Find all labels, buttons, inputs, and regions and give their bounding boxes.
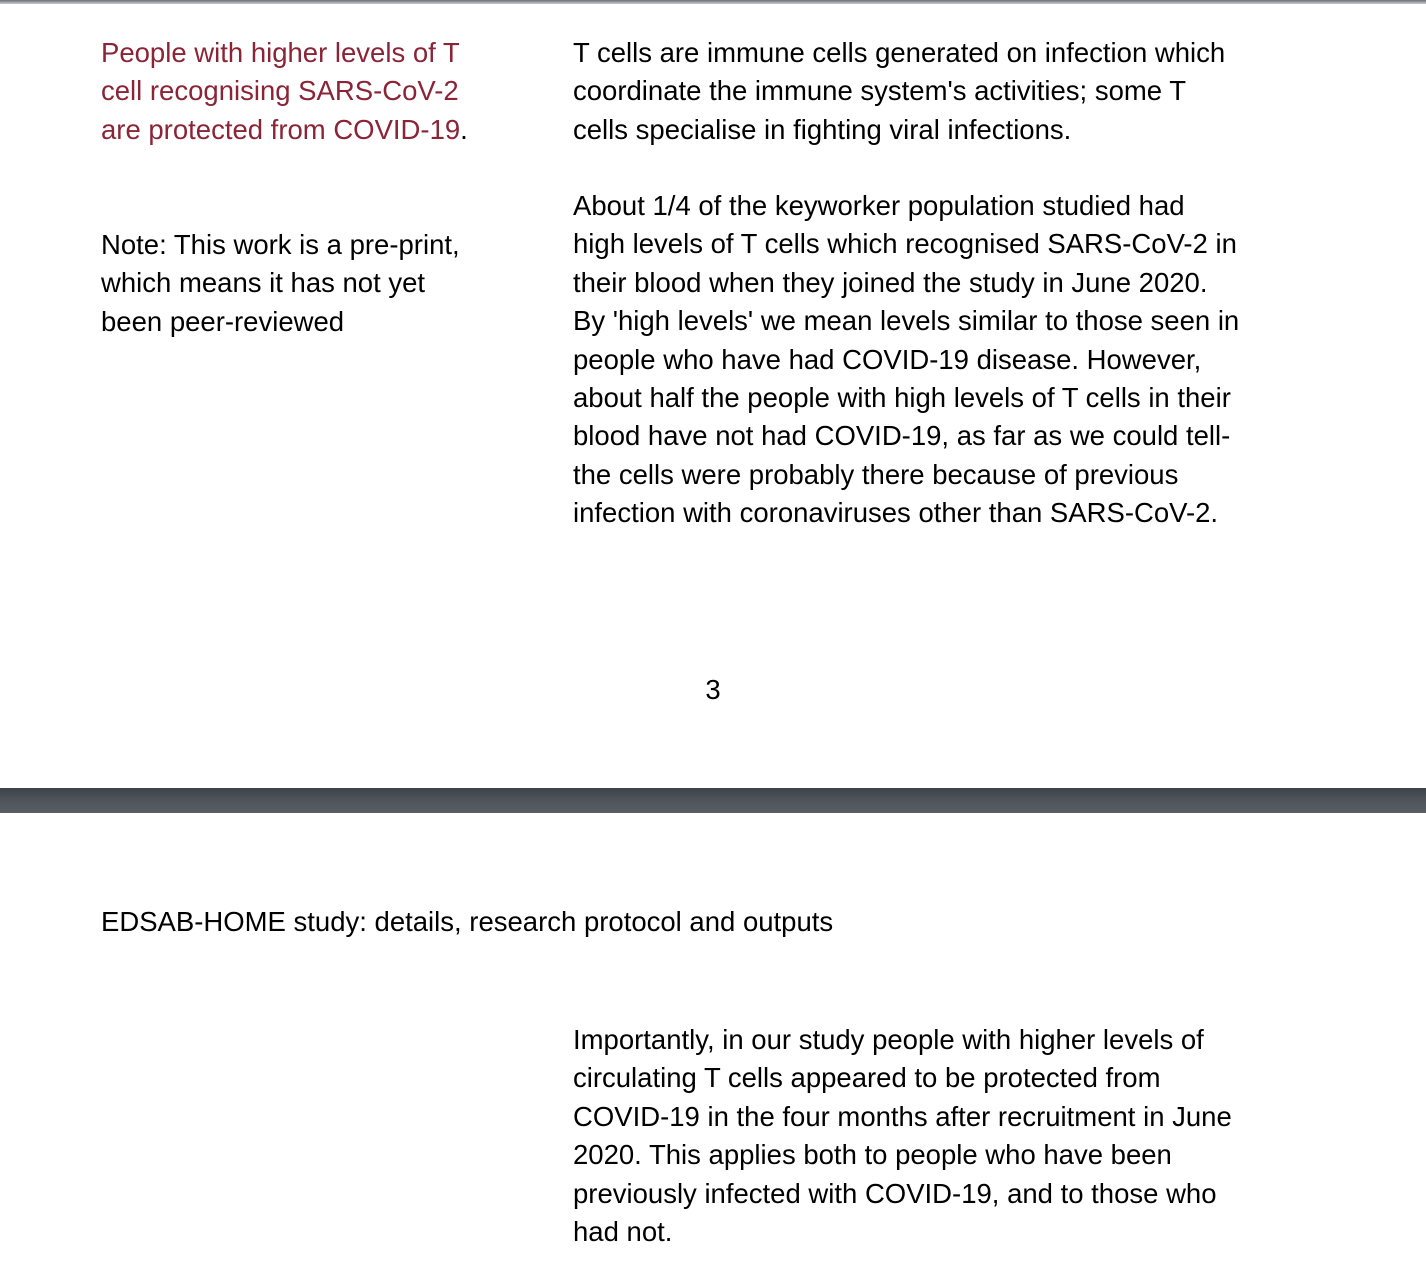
keyworker-findings: About 1/4 of the keyworker population studied had high levels of T cells which recognised SARS-CoV-2 in their blood when they joined the study in June 2020. By 'high levels' we mean levels similar to those seen in people who have had COVID-19 disease. However, about half the people with high levels of T cells in their blood have not had COVID-19, as far as we could tell- the cells were probably there because of previous infection with coronaviruses other than SARS-CoV-2. <box>573 190 1240 529</box>
right-column-paragraph-2 <box>573 187 1243 533</box>
page-header: EDSAB-HOME study: details, research protocol and outputs <box>101 906 834 937</box>
t-cells-definition: T cells are immune cells generated on infection which coordinate the immune system's activities; some T cells specialise in fighting viral infections. <box>573 37 1226 145</box>
highlight-period: . <box>460 113 468 145</box>
protection-findings: Importantly, in our study people with higher levels of circulating T cells appeared to be protected from COVID-19 in the four months after recruitment in June 2020. This applies both to people who have been previously infected with COVID-19, and to those who had not. <box>573 1024 1232 1248</box>
page-3 <box>0 4 1426 788</box>
highlight-statement <box>101 34 471 149</box>
page-separator <box>0 788 1426 813</box>
highlight-text: People with higher levels of T cell recognising SARS-CoV-2 are protected from COVID-19 <box>101 37 461 145</box>
right-column-paragraph-1 <box>573 34 1243 149</box>
page-number: 3 <box>705 674 721 705</box>
page-4 <box>0 813 1426 1274</box>
preprint-note: Note: This work is a pre-print, which means it has not yet been peer-reviewed <box>101 229 460 337</box>
left-column <box>101 34 471 149</box>
note-block <box>101 226 471 341</box>
right-column-paragraph-protection <box>573 1021 1243 1251</box>
